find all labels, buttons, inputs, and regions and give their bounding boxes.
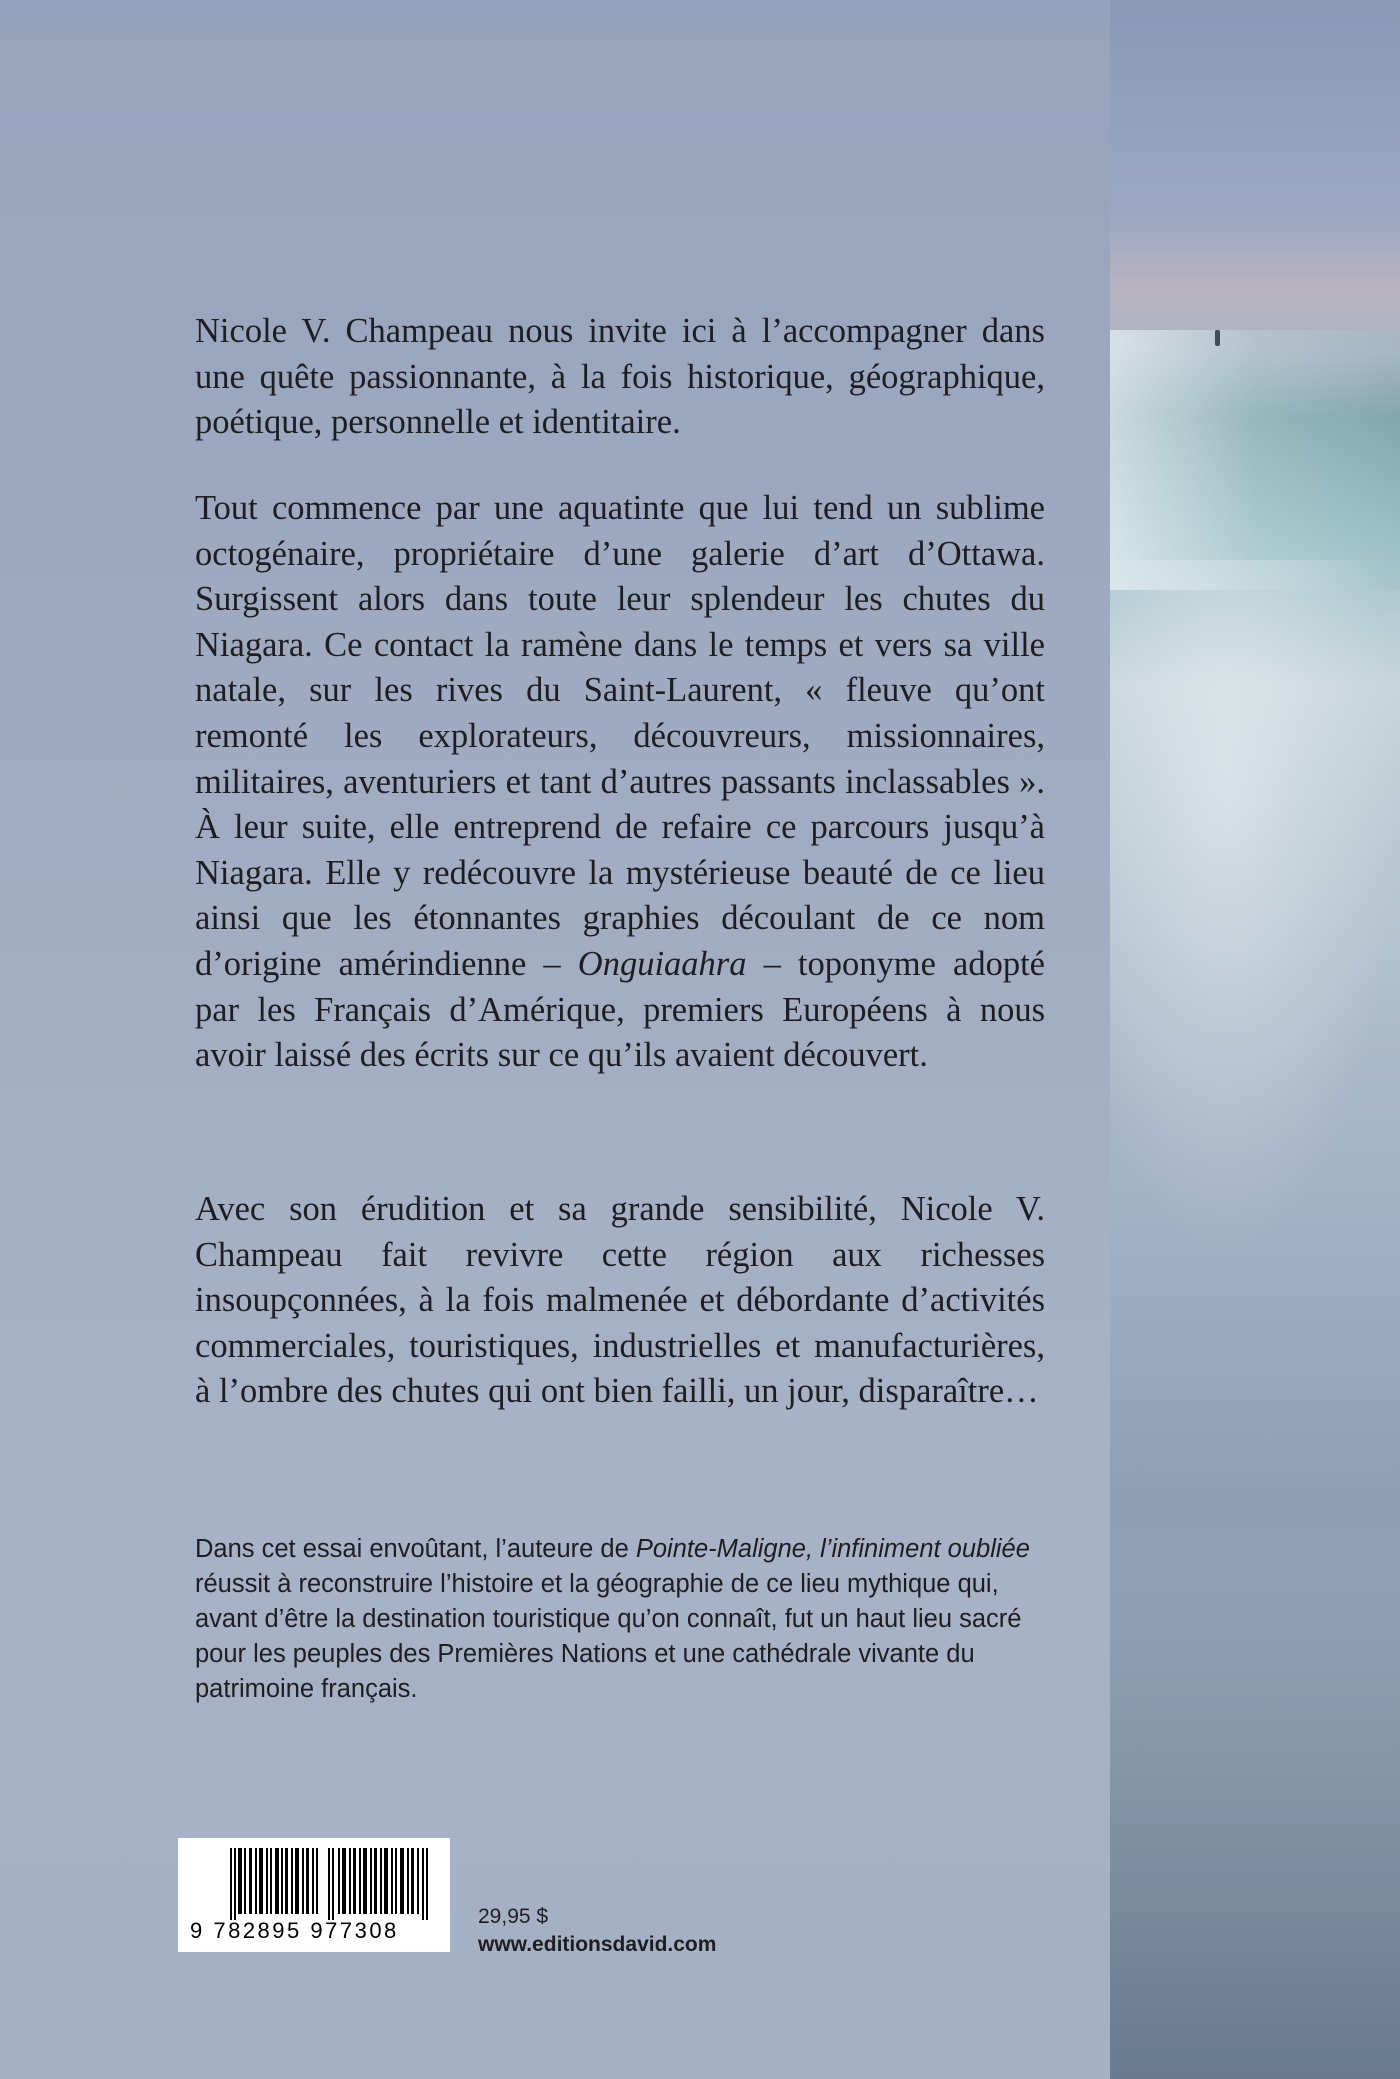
figure-on-ledge (1215, 330, 1220, 346)
isbn-digits: 9 782895 977308 (190, 1918, 399, 1943)
blurb-paragraph (195, 1532, 1045, 1707)
niagara-falls-painting (1110, 0, 1400, 2079)
story-text-start: Tout commence par une aquatinte que lui tend un sublime octogénaire, propriétaire d’une galerie d’art d’Ottawa. Surgissent alors dans toute leur splendeur les chutes du Niagara. Ce contact la ramène dans le temps et vers sa ville natale, sur les rives du Saint-Laurent, « fleuve qu’ont remonté les explorateurs, découvreurs, missionnaires, militaires, aventuriers et tant d’autres passants inclassables ». À leur suite, elle entreprend de refaire ce parcours jusqu’à Niagara. Elle y redécouvre la mystérieuse beauté de ce lieu ainsi que les étonnantes graphies découlant de ce nom d’origine amérindienne – (195, 489, 1045, 983)
erudition-text: Avec son érudition et sa grande sensibilité, Nicole V. Champeau fait revivre cette région aux richesses insoupçonnées, à la fois malmenée et débordante d’activités commerciales, touristiques, industrielles et manufacturières, à l’ombre des chutes qui ont bien failli, un jour, disparaître… (195, 1190, 1045, 1411)
erudition-paragraph (195, 1187, 1045, 1415)
intro-text: Nicole V. Champeau nous invite ici à l’accompagner dans une quête passionnante, à la fois historique, géographique, poétique, personnelle et identitaire. (195, 312, 1045, 442)
publisher-website: www.editionsdavid.com (478, 1933, 717, 1956)
blurb-start: Dans cet essai envoûtant, l’auteure de (195, 1535, 636, 1563)
waterfall (1110, 330, 1400, 590)
story-text-end: – toponyme adopté par les Français d’Amérique, premiers Européens à nous avoir laissé des écrits sur ce qu’ils avaient découvert. (195, 944, 1045, 1075)
price: 29,95 $ (478, 1905, 549, 1928)
previous-book-title: Pointe-Maligne, l’infiniment oubliée (635, 1535, 1030, 1563)
mist (1110, 560, 1400, 1260)
rocks (1110, 1550, 1400, 2079)
story-paragraph (195, 486, 1045, 1079)
intro-paragraph (195, 309, 1045, 446)
onguiaahra-italic: Onguiaahra (577, 944, 747, 983)
barcode-bars (228, 1848, 438, 1920)
story-text (195, 486, 1045, 1079)
blurb-end: réussit à reconstruire l’histoire et la géographie de ce lieu mythique qui, avant d’être la destination touristique qu’on connaît, fut un haut lieu sacré pour les peuples des Premières Nations et une cathédrale vivante du patrimoine français. (195, 1570, 1022, 1703)
isbn-barcode (178, 1838, 450, 1952)
